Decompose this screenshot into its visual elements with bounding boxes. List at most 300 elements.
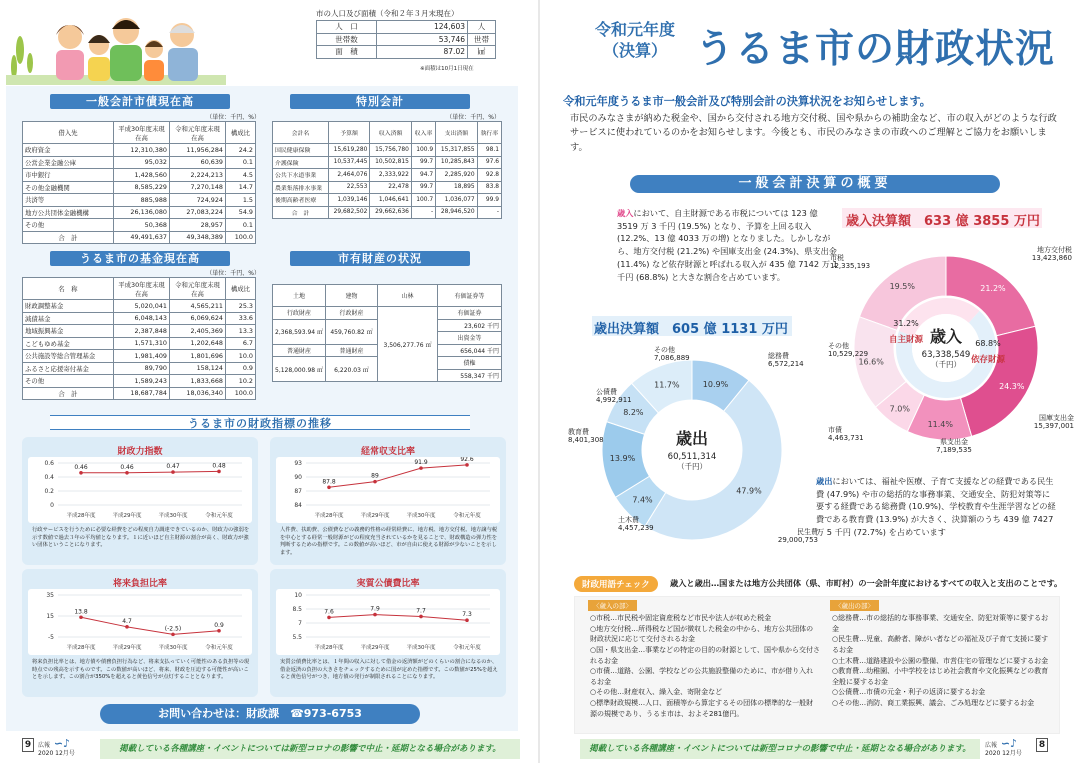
left-page-number: 9 bbox=[22, 738, 34, 752]
slice-pct-label: 8.2% bbox=[623, 407, 644, 417]
debt-h3: 構成比 bbox=[226, 122, 256, 144]
x-tick-label: 平成30年度 bbox=[406, 645, 436, 651]
slice-pct-label: 10.9% bbox=[702, 380, 729, 390]
cell-value: 1,202,648 bbox=[170, 337, 226, 350]
center-value: 60,511,314 bbox=[667, 452, 717, 462]
prop-bldg-admin: 行政財産 bbox=[326, 307, 378, 320]
title-prefix-year: 令和元年度 bbox=[594, 20, 675, 39]
left-footer-notice: 掲載している各種講座・イベントについては新型コロナの影響で中止・延期となる場合があります。 bbox=[100, 739, 520, 759]
cell-value: 27,083,224 bbox=[170, 206, 226, 219]
cell-value: - bbox=[411, 206, 435, 219]
x-tick-label: 平成28年度 bbox=[314, 645, 344, 651]
cell-value: 18,687,784 bbox=[114, 387, 170, 400]
cell-value: 0.1 bbox=[226, 156, 256, 169]
lead-text: 令和元年度うるま市一般会計及び特別会計の決算状況をお知らせします。 bbox=[563, 95, 931, 108]
expense-text bbox=[816, 475, 1058, 539]
x-tick-label: 平成30年度 bbox=[406, 513, 436, 519]
table-row bbox=[23, 169, 256, 182]
cell-value: 26,136,080 bbox=[114, 206, 170, 219]
glossary-label: 財政用語チェック bbox=[574, 576, 658, 592]
c1-title: 財政力指数 bbox=[117, 447, 163, 457]
left-mag-name: 広報 bbox=[38, 742, 51, 749]
y-tick-label: 84 bbox=[294, 502, 302, 509]
slice-pct-label: 7.0% bbox=[889, 404, 910, 414]
cell-value: 2,387,848 bbox=[114, 325, 170, 338]
cell-value: 8,585,229 bbox=[114, 181, 170, 194]
cell-value: 99.7 bbox=[411, 156, 435, 169]
center-unit: （千円） bbox=[677, 462, 707, 471]
cell-value: 2,333,922 bbox=[370, 169, 412, 182]
prop-sec-label: 有価証券 bbox=[438, 307, 502, 320]
cell-value: 4,565,211 bbox=[170, 300, 226, 313]
c2-note: 人件費、扶助費、公債費などの義務的性格の経常経費に、地方税、地方交付税、地方譲与税を中心とする経常一般財源がどの程度充当されているかを見ることで、財政構造の弾力性を判断するための指標です。この数値が高いほど、市が自由に使える財源が少ないことを示します。 bbox=[280, 527, 498, 557]
left-mag: 広報 ∽♪ 2020 12月号 bbox=[38, 737, 75, 758]
data-point bbox=[373, 613, 377, 617]
cell-value: 1,589,243 bbox=[114, 375, 170, 388]
contact-label: お問い合わせは：財政課 bbox=[158, 707, 280, 720]
debt-h2: 令和元年度末現在高 bbox=[170, 122, 226, 144]
slice-name-label: 公債費 bbox=[596, 388, 617, 396]
households-unit: 世帯 bbox=[468, 33, 496, 46]
table-row bbox=[23, 312, 256, 325]
table-row bbox=[273, 156, 502, 169]
own-label: 自主財源 bbox=[888, 335, 924, 345]
data-label: 92.6 bbox=[460, 457, 474, 463]
cell-value: 10.2 bbox=[226, 375, 256, 388]
data-label: 0.46 bbox=[120, 463, 134, 471]
cell-value: 6,069,624 bbox=[170, 312, 226, 325]
c3-note: 将来負担比率とは、地方債や債務負担行為など、将来支払っていく可能性のある負担等の現時点での残高を示すものです。この数値が高いほど、将来、財政を圧迫する可能性が高いことを示します。この割合が350%を超えると黄色信号が点灯することとなります。 bbox=[32, 659, 250, 681]
x-tick-label: 令和元年度 bbox=[453, 513, 481, 519]
slice-value-label: 4,463,731 bbox=[828, 434, 864, 442]
x-tick-label: 平成29年度 bbox=[112, 513, 142, 519]
cell-value: 1,046,641 bbox=[370, 194, 412, 207]
funds-h0: 名 称 bbox=[23, 278, 114, 300]
special-h1: 予算額 bbox=[328, 122, 370, 144]
data-label: 0.46 bbox=[74, 463, 88, 471]
prop-land1: 2,368,593.94 ㎡ bbox=[273, 319, 326, 344]
cell-value: 2,224,213 bbox=[170, 169, 226, 182]
cell-value: 15,756,780 bbox=[370, 144, 412, 157]
slice-value-label: 12,335,193 bbox=[830, 262, 871, 270]
glossary-item: ○公債費…市債の元金・利子の返済に要するお金 bbox=[832, 688, 986, 697]
y-tick-label: 35 bbox=[46, 592, 54, 599]
slice-value-label: 15,397,001 bbox=[1033, 422, 1074, 430]
contact-tel[interactable]: ☎973-6753 bbox=[290, 707, 362, 720]
revenue-chart bbox=[826, 232, 1076, 464]
population-table bbox=[316, 20, 496, 59]
x-tick-label: 平成28年度 bbox=[314, 513, 344, 519]
cell-value: 7,270,148 bbox=[170, 181, 226, 194]
prop-land2: 5,128,000.98 ㎡ bbox=[273, 357, 326, 382]
cell-value: 4.5 bbox=[226, 169, 256, 182]
prop-h-bldg: 建物 bbox=[326, 285, 378, 307]
slice-pct-label: 47.9% bbox=[736, 486, 762, 496]
left-mag-date: 2020 12月号 bbox=[38, 750, 75, 758]
table-row bbox=[23, 144, 256, 157]
expense-chart bbox=[562, 336, 822, 556]
slice-value-label: 7,086,889 bbox=[654, 354, 690, 362]
cell-value: 18,895 bbox=[436, 181, 478, 194]
slice-name-label: 総務費 bbox=[768, 352, 789, 360]
prop-claim-label: 債権 bbox=[438, 357, 502, 370]
cell-value: 1,428,560 bbox=[114, 169, 170, 182]
data-point bbox=[419, 615, 423, 619]
cell-value: 885,988 bbox=[114, 194, 170, 207]
slice-value-label: 7,189,535 bbox=[936, 446, 972, 454]
funds-title: うるま市の基金現在高 bbox=[50, 251, 230, 266]
population-title: 市の人口及び面積（令和２年３月末現在） bbox=[316, 9, 459, 18]
cell-value: 10.0 bbox=[226, 350, 256, 363]
cell-value: 158,124 bbox=[170, 362, 226, 375]
slice-value-label: 4,992,911 bbox=[596, 396, 632, 404]
series-line bbox=[81, 617, 219, 634]
cell-value: 1,801,696 bbox=[170, 350, 226, 363]
row-label: 農業集落排水事業 bbox=[273, 181, 329, 194]
cell-value: - bbox=[477, 206, 501, 219]
households-label: 世帯数 bbox=[317, 33, 377, 46]
glossary-item: ○国・県支出金…事業などの特定の目的の財源として、国や県から交付されるお金 bbox=[590, 645, 820, 665]
debt-h1: 平成30年度末現在高 bbox=[114, 122, 170, 144]
row-label: 市中銀行 bbox=[23, 169, 114, 182]
center-circle bbox=[912, 314, 980, 382]
x-tick-label: 平成29年度 bbox=[360, 645, 390, 651]
special-title: 特別会計 bbox=[290, 94, 470, 109]
x-tick-label: 令和元年度 bbox=[205, 513, 233, 519]
glossary-item: ○市税…市民税や固定資産税など市民や法人が収めた税金 bbox=[590, 614, 772, 622]
expense-lead: 歳出 bbox=[816, 476, 833, 486]
data-label: 89 bbox=[371, 472, 379, 480]
row-label: 合 計 bbox=[23, 231, 114, 244]
glossary-headline: 歳入と歳出…国または地方公共団体（県、市町村）の一会計年度におけるすべての収入と支出のことです。 bbox=[670, 578, 1063, 588]
cell-value: 28,946,520 bbox=[436, 206, 478, 219]
data-label: 7.7 bbox=[416, 607, 426, 615]
glossary-item: ○教育費…幼稚園、小中学校をはじめ社会教育や文化振興などの教育全般に要するお金 bbox=[832, 667, 1049, 686]
x-tick-label: 平成29年度 bbox=[360, 513, 390, 519]
data-point bbox=[327, 616, 331, 620]
row-label: こどもゆめ基金 bbox=[23, 337, 114, 350]
prop-h-land: 土地 bbox=[273, 285, 326, 307]
debt-title: 一般会計市債現在高 bbox=[50, 94, 230, 109]
row-label: 公共施設等総合管理基金 bbox=[23, 350, 114, 363]
y-tick-label: 0.6 bbox=[44, 460, 54, 467]
y-tick-label: 15 bbox=[46, 613, 54, 620]
table-row bbox=[23, 325, 256, 338]
glossary-item: ○土木費…道路建設や公園の整備、市営住宅の管理などに要するお金 bbox=[832, 656, 1049, 665]
table-row bbox=[23, 350, 256, 363]
y-tick-label: -5 bbox=[48, 634, 54, 641]
debt-h0: 借入先 bbox=[23, 122, 114, 144]
table-row bbox=[23, 375, 256, 388]
property-title: 市有財産の状況 bbox=[290, 251, 470, 266]
table-row bbox=[23, 387, 256, 400]
funds-unit: （単位：千円、%） bbox=[206, 270, 260, 277]
slice-name-label: 市債 bbox=[828, 426, 842, 434]
y-tick-label: 7 bbox=[298, 620, 302, 627]
table-row bbox=[23, 181, 256, 194]
prop-forest-value: 3,506,277.76 ㎡ bbox=[378, 307, 438, 382]
cell-value: 1.5 bbox=[226, 194, 256, 207]
glossary-item: ○その他…消防、商工業振興、議会、ごみ処理などに要するお金 bbox=[832, 699, 1035, 707]
cell-value: 1,039,146 bbox=[328, 194, 370, 207]
cell-value: 1,833,668 bbox=[170, 375, 226, 388]
dep-label: 依存財源 bbox=[970, 355, 1006, 365]
row-label: その他 bbox=[23, 375, 114, 388]
overview-title: 一般会計決算の概要 bbox=[630, 175, 1000, 193]
special-h3: 収入率 bbox=[411, 122, 435, 144]
data-point bbox=[373, 480, 377, 484]
special-unit: （単位：千円、%） bbox=[446, 114, 500, 121]
data-label: 13.8 bbox=[74, 608, 88, 616]
row-label: 公共下水道事業 bbox=[273, 169, 329, 182]
data-label: 7.9 bbox=[370, 605, 380, 613]
cell-value: 98.1 bbox=[477, 144, 501, 157]
cell-value: 5,020,041 bbox=[114, 300, 170, 313]
property-table bbox=[272, 284, 502, 382]
cell-value: 33.6 bbox=[226, 312, 256, 325]
right-footer-notice: 掲載している各種講座・イベントについては新型コロナの影響で中止・延期となる場合があります。 bbox=[580, 739, 980, 759]
c2-title: 経常収支比率 bbox=[360, 447, 415, 457]
prop-bldg2: 6,220.03 ㎡ bbox=[326, 357, 378, 382]
c3-chart bbox=[28, 589, 252, 655]
cell-value: 0.9 bbox=[226, 362, 256, 375]
glossary-expense-list bbox=[832, 613, 1054, 709]
special-table bbox=[272, 121, 502, 219]
revenue-total-label: 歳入決算額 633 億 3855 万円 bbox=[846, 214, 1040, 229]
data-point bbox=[465, 463, 469, 467]
dep-pct-label: 68.8% bbox=[975, 339, 1001, 348]
slice-value-label: 8,401,308 bbox=[568, 436, 604, 444]
right-page-number: 8 bbox=[1036, 738, 1048, 752]
center-value: 63,338,549 bbox=[921, 350, 971, 360]
slice-value-label: 4,457,239 bbox=[618, 524, 654, 532]
table-row bbox=[23, 194, 256, 207]
series-line bbox=[81, 471, 219, 472]
center-circle bbox=[642, 400, 742, 500]
cell-value: 10,537,445 bbox=[328, 156, 370, 169]
y-tick-label: 87 bbox=[294, 488, 302, 495]
revenue-text bbox=[617, 207, 839, 283]
own-pct-label: 31.2% bbox=[893, 319, 919, 328]
slice-name-label: その他 bbox=[654, 346, 675, 354]
cell-value: 49,348,389 bbox=[170, 231, 226, 244]
row-label: 公営企業金融公庫 bbox=[23, 156, 114, 169]
cell-value: 2,405,369 bbox=[170, 325, 226, 338]
glossary-rev-head: 〈歳入の部〉 bbox=[588, 600, 637, 611]
row-label: 減債基金 bbox=[23, 312, 114, 325]
slice-name-label: 国庫支出金 bbox=[1039, 414, 1074, 422]
funds-table bbox=[22, 277, 256, 400]
slice-name-label: 県支出金 bbox=[940, 438, 968, 446]
row-label: ふるさと応援寄付基金 bbox=[23, 362, 114, 375]
center-label: 歳入 bbox=[929, 327, 963, 346]
area-unit: ㎢ bbox=[468, 46, 496, 59]
slice-value-label: 13,423,860 bbox=[1031, 254, 1072, 262]
data-point bbox=[217, 470, 221, 474]
expense-total-label: 歳出決算額 605 億 1131 万円 bbox=[594, 322, 788, 337]
slice-pct-label: 24.3% bbox=[999, 382, 1025, 392]
title-prefix-settle: （決算） bbox=[602, 40, 667, 60]
y-tick-label: 93 bbox=[294, 460, 302, 467]
cell-value: 0.1 bbox=[226, 219, 256, 232]
title-prefix bbox=[580, 20, 690, 62]
table-row bbox=[23, 206, 256, 219]
area-label: 面 積 bbox=[317, 46, 377, 59]
glossary-item: ○総務費…市の総括的な事務事業、交通安全、防犯対策等に要するお金 bbox=[832, 614, 1049, 633]
glossary-revenue-list bbox=[590, 613, 820, 719]
households-value: 53,746 bbox=[377, 33, 468, 46]
prop-invest-label: 出資金等 bbox=[438, 332, 502, 345]
slice-pct-label: 16.6% bbox=[858, 357, 884, 367]
prop-invest-value: 656,044 千円 bbox=[438, 344, 502, 357]
cell-value: 100.9 bbox=[411, 144, 435, 157]
cell-value: 60,639 bbox=[170, 156, 226, 169]
data-label: 87.8 bbox=[322, 478, 336, 486]
x-tick-label: 令和元年度 bbox=[205, 645, 233, 651]
cell-value: 14.7 bbox=[226, 181, 256, 194]
table-row bbox=[23, 362, 256, 375]
slice-name-label: 教育費 bbox=[568, 428, 589, 436]
row-label: 介護保険 bbox=[273, 156, 329, 169]
series-line bbox=[329, 615, 467, 621]
cell-value: 50,368 bbox=[114, 219, 170, 232]
c1-note: 行政サービスを行うために必要な経費をどの程度自力調達できているのか、財政力の強弱を示す数値で過去３年の平均値となります。１に近いほど自主財源の割合が高く、財政力が強い団体ということになります。 bbox=[32, 527, 250, 549]
glossary-item: ○市債…道路、公園、学校などの公共施設整備のために、市が借り入れるお金 bbox=[590, 667, 814, 686]
row-label: 合 計 bbox=[23, 387, 114, 400]
slice-pct-label: 11.7% bbox=[654, 380, 680, 390]
slice-pct-label: 21.2% bbox=[980, 284, 1006, 294]
prop-sec-value: 23,602 千円 bbox=[438, 319, 502, 332]
cell-value: 15,317,855 bbox=[436, 144, 478, 157]
x-tick-label: 平成30年度 bbox=[158, 513, 188, 519]
cell-value: 99.9 bbox=[477, 194, 501, 207]
table-row bbox=[23, 337, 256, 350]
revenue-lead: 歳入 bbox=[617, 208, 634, 218]
right-mag: 広報 ∽♪ 2020 12月号 bbox=[985, 737, 1022, 758]
cell-value: 10,285,843 bbox=[436, 156, 478, 169]
cell-value: 6,048,143 bbox=[114, 312, 170, 325]
x-tick-label: 平成29年度 bbox=[112, 645, 142, 651]
special-h2: 収入済額 bbox=[370, 122, 412, 144]
cell-value: 100.0 bbox=[226, 231, 256, 244]
cell-value: 95,032 bbox=[114, 156, 170, 169]
data-point bbox=[465, 618, 469, 622]
prop-claim-value: 558,347 千円 bbox=[438, 369, 502, 382]
cell-value: 94.7 bbox=[411, 169, 435, 182]
data-point bbox=[171, 470, 175, 474]
slice-pct-label: 7.4% bbox=[632, 495, 653, 505]
cell-value: 83.8 bbox=[477, 181, 501, 194]
expense-body: においては、福祉や医療、子育て支援などの経費である民生費 (47.9%) や市の総括的な事務事業、交通安全、防犯対策等に要する経費である総務費 (10.9%)、学校教育や生涯学習などの経費である教育費 (13.9%) が大きく、決算額のうち 439 億 7427 万 5 千円 (72.7%) を占めています bbox=[816, 476, 1056, 537]
slice-value-label: 29,000,753 bbox=[777, 536, 818, 544]
data-label: 0.9 bbox=[214, 621, 224, 629]
c4-note: 実質公債費比率とは、１年間の収入に対して借金の返済額がどのくらいの割合になるのか、借金返済の負担の大きさをチェックするために国が定めた指標です。この数値が25%を超えると黄色信号がつき、地方債の発行が制限されることになります。 bbox=[280, 659, 498, 681]
special-h4: 支出済額 bbox=[436, 122, 478, 144]
y-tick-label: 5.5 bbox=[292, 634, 302, 641]
glossary-exp-head: 〈歳出の部〉 bbox=[830, 600, 879, 611]
pop-unit: 人 bbox=[468, 21, 496, 34]
table-row bbox=[273, 169, 502, 182]
revenue-body: において、自主財源である市税については 123 億 3519 万 3 千円 (19.5%) となり、予算を上回る収入 (12.2%、13 億 4033 万の増) となりました。しかしながら、地方交付税 (21.2%) や国庫支出金 (24.3%)、県支出金 (11.4%) など依存財源と呼ばれる収入が 435 億 7142 万 1 千円 (68.8%) と大きな割合を占めています。 bbox=[617, 208, 838, 282]
table-row bbox=[273, 144, 502, 157]
cell-value: 10,502,815 bbox=[370, 156, 412, 169]
data-point bbox=[125, 471, 129, 475]
funds-h3: 構成比 bbox=[226, 278, 256, 300]
row-label: 国民健康保険 bbox=[273, 144, 329, 157]
row-label: 共済等 bbox=[23, 194, 114, 207]
debt-unit: （単位：千円、%） bbox=[206, 114, 260, 121]
prop-bldg-general: 普通財産 bbox=[326, 344, 378, 357]
cell-value: 13.3 bbox=[226, 325, 256, 338]
cell-value: 29,662,636 bbox=[370, 206, 412, 219]
slice-value-label: 6,572,214 bbox=[768, 360, 804, 368]
cell-value: 89,790 bbox=[114, 362, 170, 375]
data-label: 7.3 bbox=[462, 611, 472, 619]
cell-value: 24.2 bbox=[226, 144, 256, 157]
slice-name-label: その他 bbox=[828, 342, 849, 350]
c2-chart bbox=[276, 457, 500, 523]
area-value: 87.02 bbox=[377, 46, 468, 59]
intro-text: 市民のみなさまが納めた税金や、国から交付される地方交付税、国や県からの補助金など、市の収入がどのような行政サービスに使われているのかをお知らせします。今後とも、市民のみなさまの市政へのご理解とご協力をお願いします。 bbox=[570, 113, 1057, 153]
center-divider bbox=[538, 0, 540, 763]
right-mag-date: 2020 12月号 bbox=[985, 750, 1022, 758]
cell-value: 29,682,502 bbox=[328, 206, 370, 219]
cell-value: 11,956,284 bbox=[170, 144, 226, 157]
prop-bldg1: 459,760.82 ㎡ bbox=[326, 319, 378, 344]
row-label: その他金融機関 bbox=[23, 181, 114, 194]
cell-value: 18,036,340 bbox=[170, 387, 226, 400]
pop-label: 人 口 bbox=[317, 21, 377, 34]
funds-h2: 令和元年度末現在高 bbox=[170, 278, 226, 300]
prop-h-sec: 有価証券等 bbox=[438, 285, 502, 307]
cell-value: 49,491,637 bbox=[114, 231, 170, 244]
x-tick-label: 平成28年度 bbox=[66, 645, 96, 651]
cell-value: 28,957 bbox=[170, 219, 226, 232]
row-label: 地方公共団体金融機構 bbox=[23, 206, 114, 219]
c4-chart bbox=[276, 589, 500, 655]
cell-value: 100.0 bbox=[226, 387, 256, 400]
table-row bbox=[273, 206, 502, 219]
page-title: うるま市の財政状況 bbox=[695, 27, 1056, 72]
c1-chart bbox=[28, 457, 252, 523]
data-label: 91.9 bbox=[414, 459, 428, 467]
cell-value: 54.9 bbox=[226, 206, 256, 219]
cell-value: 92.8 bbox=[477, 169, 501, 182]
cell-value: 1,981,409 bbox=[114, 350, 170, 363]
x-tick-label: 令和元年度 bbox=[453, 645, 481, 651]
cell-value: 97.6 bbox=[477, 156, 501, 169]
cell-value: 724,924 bbox=[170, 194, 226, 207]
slice-pct-label: 11.4% bbox=[927, 419, 953, 429]
cell-value: 100.7 bbox=[411, 194, 435, 207]
slice-name-label: 土木費 bbox=[618, 516, 639, 524]
cell-value: 2,285,920 bbox=[436, 169, 478, 182]
cell-value: 15,619,280 bbox=[328, 144, 370, 157]
cell-value: 25.3 bbox=[226, 300, 256, 313]
c4-title: 実質公債費比率 bbox=[356, 579, 420, 589]
data-point bbox=[79, 615, 83, 619]
center-unit: （千円） bbox=[931, 360, 961, 369]
glossary-item: ○その他…財産収入、繰入金、寄附金など bbox=[590, 688, 723, 697]
y-tick-label: 90 bbox=[294, 474, 302, 481]
cell-value: 12,310,380 bbox=[114, 144, 170, 157]
cell-value: 2,464,076 bbox=[328, 169, 370, 182]
row-label: 後期高齢者医療 bbox=[273, 194, 329, 207]
cell-value: 1,571,310 bbox=[114, 337, 170, 350]
table-row bbox=[23, 219, 256, 232]
contact-bar bbox=[100, 704, 420, 724]
indicators-title: うるま市の財政指標の推移 bbox=[50, 415, 470, 430]
